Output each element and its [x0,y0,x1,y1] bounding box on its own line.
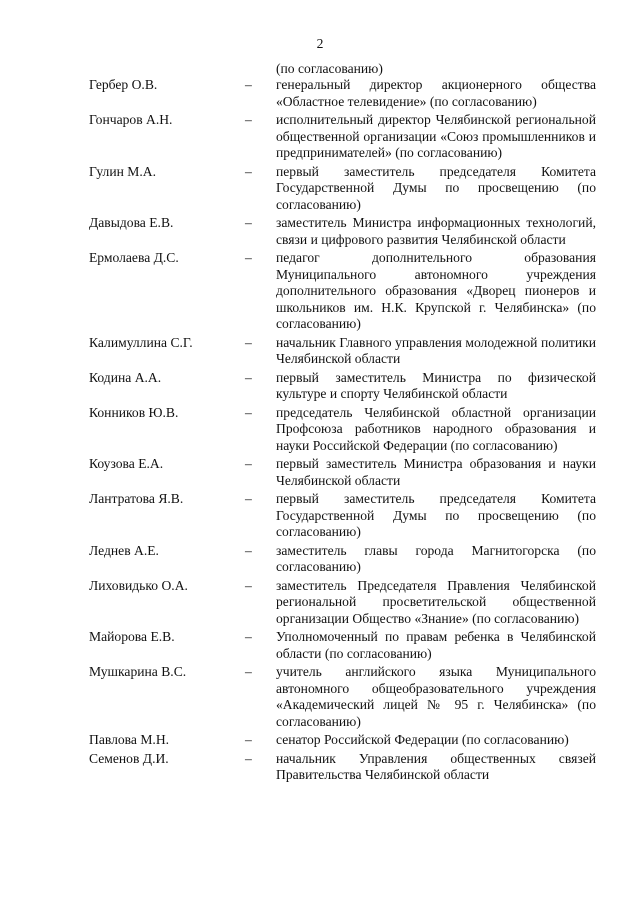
member-name: Калимуллина С.Г. [89,334,193,350]
member-name: Гончаров А.Н. [89,112,173,127]
member-role: учитель английского языка Муниципального автономного общеобразовательного учреждения «Академический лицей № 95 г. Челябинска» (по согласованию) [276,664,596,729]
member-role: генеральный директор акционерного общества «Областное телевидение» (по согласованию) [276,77,596,109]
member-role: первый заместитель председателя Комитета Государственной Думы по просвещению (по согласованию) [276,491,596,539]
member-role: первый заместитель председателя Комитета Государственной Думы по просвещению (по согласованию) [276,163,596,212]
member-name: Семенов Д.И. [89,750,169,766]
member-role: председатель Челябинской областной организации Профсоюза работников народного образования и науки Российской Федерации (по согласованию) [276,404,596,453]
separator-dash: – [245,491,252,506]
member-entry [0,456,640,489]
member-name: Павлова М.Н. [89,732,170,747]
member-entry [0,164,640,214]
separator-dash: – [245,77,252,92]
member-role: исполнительный директор Челябинской региональной общественной организации «Союз промышленников и предпринимателей» (по согласованию) [276,112,596,160]
separator-dash: – [245,163,252,179]
member-role: первый заместитель Министра по физической культуре и спорту Челябинской области [276,369,596,401]
member-entry [0,215,640,248]
separator-dash: – [245,456,252,471]
member-role: заместитель Министра информационных технологий, связи и цифрового развития Челябинской области [276,215,596,247]
member-role: педагог дополнительного образования Муниципального автономного учреждения дополнительного образования «Дворец пионеров и школьников им. Н.К. Крупской г. Челябинска» (по согласованию) [276,250,596,331]
member-entry [0,578,640,628]
separator-dash: – [245,577,252,593]
separator-dash: – [245,750,252,766]
member-name: Гулин М.А. [89,163,156,179]
member-name: Лантратова Я.В. [89,491,184,506]
member-role: сенатор Российской Федерации (по согласованию) [276,732,569,747]
separator-dash: – [245,404,252,420]
member-entry [0,491,640,541]
separator-dash: – [245,629,252,644]
member-role: первый заместитель Министра образования и науки Челябинской области [276,456,596,488]
member-name: Лиховидько О.А. [89,577,188,593]
member-list [0,77,640,786]
member-entry [0,629,640,662]
member-role: Уполномоченный по правам ребенка в Челябинской области (по согласованию) [276,629,596,661]
member-name: Ермолаева Д.С. [89,250,179,265]
member-entry [0,112,640,162]
member-name: Давыдова Е.В. [89,215,174,230]
separator-dash: – [245,112,252,127]
member-name: Конников Ю.В. [89,404,179,420]
member-name: Майорова Е.В. [89,629,175,644]
member-role: заместитель главы города Магнитогорска (по согласованию) [276,542,596,574]
member-name: Гербер О.В. [89,77,158,92]
continuation-text: (по согласованию) [276,61,383,76]
separator-dash: – [245,250,252,265]
member-role: начальник Управления общественных связей Правительства Челябинской области [276,750,596,782]
member-entry [0,77,640,110]
member-name: Леднев А.Е. [89,542,159,558]
separator-dash: – [245,369,252,385]
separator-dash: – [245,215,252,230]
separator-dash: – [245,334,252,350]
member-entry [0,732,640,749]
page-number: 2 [316,36,324,51]
member-name: Мушкарина В.С. [89,664,187,679]
member-entry [0,751,640,784]
member-entry [0,405,640,455]
separator-dash: – [245,542,252,558]
member-entry [0,370,640,403]
member-role: начальник Главного управления молодежной политики Челябинской области [276,334,596,366]
member-name: Кодина А.А. [89,369,162,385]
separator-dash: – [245,732,252,747]
member-entry [0,250,640,333]
member-name: Коузова Е.А. [89,456,164,471]
separator-dash: – [245,664,252,679]
member-entry [0,664,640,730]
member-entry [0,543,640,576]
member-entry [0,335,640,368]
member-role: заместитель Председателя Правления Челябинской региональной просветительской общественной организации Общество «Знание» (по согласованию) [276,577,596,626]
